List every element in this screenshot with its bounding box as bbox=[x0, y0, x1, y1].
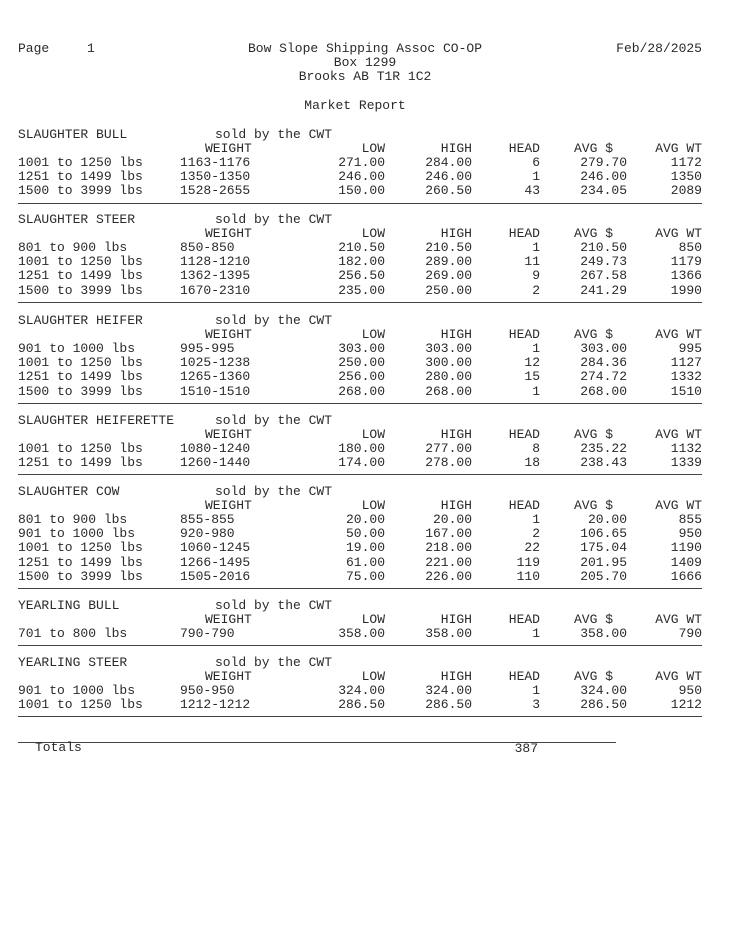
row-avg: 324.00 bbox=[580, 683, 627, 698]
row-avg: 238.43 bbox=[580, 455, 627, 471]
row-high: 286.50 bbox=[425, 697, 472, 713]
row-weight: 855-855 bbox=[180, 512, 235, 527]
section-divider bbox=[18, 588, 702, 589]
section-divider bbox=[18, 474, 702, 475]
section-title: SLAUGHTER HEIFER bbox=[18, 313, 143, 328]
col-low-header: LOW bbox=[361, 669, 385, 684]
col-head-header: HEAD bbox=[508, 669, 540, 684]
row-avg: 249.73 bbox=[580, 254, 627, 270]
row-avgwt: 1127 bbox=[670, 355, 702, 371]
row-range: 901 to 1000 lbs bbox=[18, 526, 136, 542]
row-avg: 284.36 bbox=[580, 355, 627, 371]
section-title: SLAUGHTER STEER bbox=[18, 212, 136, 227]
row-low: 19.00 bbox=[345, 540, 385, 556]
row-low: 324.00 bbox=[338, 683, 385, 698]
row-low: 303.00 bbox=[338, 341, 385, 356]
col-avg-wt-header: AVG WT bbox=[655, 669, 702, 684]
section-divider bbox=[18, 645, 702, 646]
row-high: 226.00 bbox=[425, 568, 472, 584]
row-range: 1251 to 1499 lbs bbox=[18, 554, 143, 570]
row-weight: 790-790 bbox=[180, 626, 235, 641]
row-range: 1500 to 3999 lbs bbox=[18, 383, 143, 399]
org-box: Box 1299 bbox=[333, 55, 397, 70]
totals-head: 387 bbox=[514, 741, 538, 756]
row-avg: 241.29 bbox=[580, 282, 627, 298]
row-head: 2 bbox=[532, 526, 540, 542]
row-avg: 201.95 bbox=[580, 554, 627, 570]
row-low: 268.00 bbox=[338, 383, 385, 399]
section-divider bbox=[18, 403, 702, 404]
row-weight: 1528-2655 bbox=[180, 183, 251, 199]
row-head: 12 bbox=[524, 355, 540, 371]
row-avg: 246.00 bbox=[580, 169, 627, 185]
row-range: 1001 to 1250 lbs bbox=[18, 155, 143, 170]
row-low: 20.00 bbox=[345, 512, 385, 527]
row-avg: 286.50 bbox=[580, 697, 627, 713]
row-avg: 210.50 bbox=[580, 240, 627, 255]
row-head: 1 bbox=[532, 169, 540, 185]
row-high: 278.00 bbox=[425, 455, 472, 471]
sold-by-label: sold by the CWT bbox=[215, 484, 333, 499]
row-head: 8 bbox=[532, 441, 540, 456]
col-high-header: HIGH bbox=[440, 141, 472, 156]
row-weight: 995-995 bbox=[180, 341, 235, 356]
section-title: SLAUGHTER COW bbox=[18, 484, 120, 499]
row-weight: 1266-1495 bbox=[180, 554, 251, 570]
row-range: 701 to 800 lbs bbox=[18, 626, 128, 641]
row-head: 119 bbox=[516, 554, 540, 570]
row-high: 167.00 bbox=[425, 526, 472, 542]
section-title: YEARLING STEER bbox=[18, 655, 128, 670]
section-title: SLAUGHTER BULL bbox=[18, 127, 128, 142]
row-high: 289.00 bbox=[425, 254, 472, 270]
row-avgwt: 1172 bbox=[670, 155, 702, 170]
sold-by-label: sold by the CWT bbox=[215, 413, 333, 428]
row-range: 1001 to 1250 lbs bbox=[18, 697, 143, 713]
row-high: 324.00 bbox=[425, 683, 472, 698]
row-avgwt: 950 bbox=[678, 526, 702, 542]
row-range: 1500 to 3999 lbs bbox=[18, 183, 143, 199]
row-high: 210.50 bbox=[425, 240, 472, 255]
row-weight: 1670-2310 bbox=[180, 282, 251, 298]
row-avgwt: 950 bbox=[678, 683, 702, 698]
row-avgwt: 1990 bbox=[670, 282, 702, 298]
col-low-header: LOW bbox=[361, 498, 385, 513]
row-low: 256.00 bbox=[338, 369, 385, 385]
col-low-header: LOW bbox=[361, 327, 385, 342]
row-avgwt: 2089 bbox=[670, 183, 702, 199]
row-avg: 267.58 bbox=[580, 268, 627, 284]
row-high: 268.00 bbox=[425, 383, 472, 399]
sold-by-label: sold by the CWT bbox=[215, 598, 333, 613]
row-high: 218.00 bbox=[425, 540, 472, 556]
row-low: 235.00 bbox=[338, 282, 385, 298]
row-avgwt: 1190 bbox=[670, 540, 702, 556]
col-avg-price-header: AVG $ bbox=[573, 226, 613, 241]
col-avg-price-header: AVG $ bbox=[573, 669, 613, 684]
row-low: 271.00 bbox=[338, 155, 385, 170]
row-range: 1251 to 1499 lbs bbox=[18, 455, 143, 471]
row-head: 15 bbox=[524, 369, 540, 385]
col-low-header: LOW bbox=[361, 427, 385, 442]
col-avg-wt-header: AVG WT bbox=[655, 327, 702, 342]
row-range: 801 to 900 lbs bbox=[18, 512, 128, 527]
row-avgwt: 1339 bbox=[670, 455, 702, 471]
row-low: 358.00 bbox=[338, 626, 385, 641]
row-avgwt: 1350 bbox=[670, 169, 702, 185]
row-head: 110 bbox=[516, 568, 540, 584]
row-high: 20.00 bbox=[432, 512, 472, 527]
row-weight: 1128-1210 bbox=[180, 254, 251, 270]
row-weight: 1025-1238 bbox=[180, 355, 251, 371]
col-high-header: HIGH bbox=[440, 498, 472, 513]
totals-label: Totals bbox=[35, 740, 82, 755]
row-avgwt: 1179 bbox=[670, 254, 702, 270]
page-number: 1 bbox=[87, 41, 95, 56]
row-high: 300.00 bbox=[425, 355, 472, 371]
row-weight: 1163-1176 bbox=[180, 155, 251, 170]
row-head: 18 bbox=[524, 455, 540, 471]
row-range: 901 to 1000 lbs bbox=[18, 683, 136, 698]
row-range: 1001 to 1250 lbs bbox=[18, 441, 143, 456]
row-low: 246.00 bbox=[338, 169, 385, 185]
col-avg-wt-header: AVG WT bbox=[655, 612, 702, 627]
row-weight: 950-950 bbox=[180, 683, 235, 698]
row-weight: 1350-1350 bbox=[180, 169, 251, 185]
col-head-header: HEAD bbox=[508, 612, 540, 627]
col-head-header: HEAD bbox=[508, 226, 540, 241]
row-weight: 850-850 bbox=[180, 240, 235, 255]
col-avg-wt-header: AVG WT bbox=[655, 226, 702, 241]
col-high-header: HIGH bbox=[440, 612, 472, 627]
section-divider bbox=[18, 716, 702, 717]
row-avg: 234.05 bbox=[580, 183, 627, 199]
row-range: 1251 to 1499 lbs bbox=[18, 169, 143, 185]
col-low-header: LOW bbox=[361, 226, 385, 241]
row-avg: 106.65 bbox=[580, 526, 627, 542]
col-high-header: HIGH bbox=[440, 669, 472, 684]
row-head: 11 bbox=[524, 254, 540, 270]
row-head: 3 bbox=[532, 697, 540, 713]
col-avg-price-header: AVG $ bbox=[573, 427, 613, 442]
row-avg: 268.00 bbox=[580, 383, 627, 399]
row-low: 256.50 bbox=[338, 268, 385, 284]
row-range: 1251 to 1499 lbs bbox=[18, 369, 143, 385]
sold-by-label: sold by the CWT bbox=[215, 127, 333, 142]
row-low: 250.00 bbox=[338, 355, 385, 371]
row-head: 9 bbox=[532, 268, 540, 284]
row-avg: 303.00 bbox=[580, 341, 627, 356]
row-low: 182.00 bbox=[338, 254, 385, 270]
row-avgwt: 1132 bbox=[670, 441, 702, 456]
col-weight-header: WEIGHT bbox=[205, 427, 252, 442]
row-weight: 1080-1240 bbox=[180, 441, 251, 456]
col-weight-header: WEIGHT bbox=[205, 498, 252, 513]
row-high: 260.50 bbox=[425, 183, 472, 199]
row-weight: 1510-1510 bbox=[180, 383, 251, 399]
col-high-header: HIGH bbox=[440, 226, 472, 241]
org-address: Brooks AB T1R 1C2 bbox=[298, 69, 432, 84]
row-range: 1001 to 1250 lbs bbox=[18, 540, 143, 556]
row-head: 6 bbox=[532, 155, 540, 170]
col-head-header: HEAD bbox=[508, 498, 540, 513]
row-avg: 20.00 bbox=[587, 512, 627, 527]
row-avgwt: 1366 bbox=[670, 268, 702, 284]
row-avgwt: 1332 bbox=[670, 369, 702, 385]
row-low: 174.00 bbox=[338, 455, 385, 471]
row-weight: 1060-1245 bbox=[180, 540, 251, 556]
row-head: 1 bbox=[532, 512, 540, 527]
row-weight: 1505-2016 bbox=[180, 568, 251, 584]
row-avgwt: 790 bbox=[678, 626, 702, 641]
section-divider bbox=[18, 203, 702, 204]
row-avg: 279.70 bbox=[580, 155, 627, 170]
col-head-header: HEAD bbox=[508, 327, 540, 342]
col-low-header: LOW bbox=[361, 141, 385, 156]
row-head: 1 bbox=[532, 626, 540, 641]
row-weight: 1265-1360 bbox=[180, 369, 251, 385]
row-range: 901 to 1000 lbs bbox=[18, 341, 136, 356]
row-high: 280.00 bbox=[425, 369, 472, 385]
col-high-header: HIGH bbox=[440, 327, 472, 342]
row-range: 1001 to 1250 lbs bbox=[18, 355, 143, 371]
col-head-header: HEAD bbox=[508, 427, 540, 442]
row-avg: 274.72 bbox=[580, 369, 627, 385]
row-low: 75.00 bbox=[345, 568, 385, 584]
report-title: Market Report bbox=[304, 98, 406, 113]
sold-by-label: sold by the CWT bbox=[215, 212, 333, 227]
row-weight: 920-980 bbox=[180, 526, 235, 542]
row-range: 1251 to 1499 lbs bbox=[18, 268, 143, 284]
col-head-header: HEAD bbox=[508, 141, 540, 156]
row-low: 180.00 bbox=[338, 441, 385, 456]
sold-by-label: sold by the CWT bbox=[215, 655, 333, 670]
col-weight-header: WEIGHT bbox=[205, 327, 252, 342]
row-range: 1500 to 3999 lbs bbox=[18, 282, 143, 298]
row-high: 358.00 bbox=[425, 626, 472, 641]
row-high: 250.00 bbox=[425, 282, 472, 298]
row-high: 269.00 bbox=[425, 268, 472, 284]
row-head: 1 bbox=[532, 683, 540, 698]
row-avgwt: 1409 bbox=[670, 554, 702, 570]
col-weight-header: WEIGHT bbox=[205, 141, 252, 156]
row-low: 286.50 bbox=[338, 697, 385, 713]
col-high-header: HIGH bbox=[440, 427, 472, 442]
section-title: YEARLING BULL bbox=[18, 598, 120, 613]
page-label: Page bbox=[18, 41, 50, 56]
row-high: 303.00 bbox=[425, 341, 472, 356]
col-weight-header: WEIGHT bbox=[205, 612, 252, 627]
row-head: 1 bbox=[532, 383, 540, 399]
row-low: 210.50 bbox=[338, 240, 385, 255]
col-weight-header: WEIGHT bbox=[205, 669, 252, 684]
row-avg: 205.70 bbox=[580, 568, 627, 584]
section-divider bbox=[18, 302, 702, 303]
row-low: 61.00 bbox=[345, 554, 385, 570]
col-avg-wt-header: AVG WT bbox=[655, 141, 702, 156]
row-weight: 1212-1212 bbox=[180, 697, 251, 713]
row-avg: 358.00 bbox=[580, 626, 627, 641]
sold-by-label: sold by the CWT bbox=[215, 313, 333, 328]
col-avg-wt-header: AVG WT bbox=[655, 427, 702, 442]
row-head: 1 bbox=[532, 240, 540, 255]
col-avg-wt-header: AVG WT bbox=[655, 498, 702, 513]
row-high: 284.00 bbox=[425, 155, 472, 170]
row-weight: 1260-1440 bbox=[180, 455, 251, 471]
row-range: 1500 to 3999 lbs bbox=[18, 568, 143, 584]
row-head: 1 bbox=[532, 341, 540, 356]
row-range: 801 to 900 lbs bbox=[18, 240, 128, 255]
row-avgwt: 1666 bbox=[670, 568, 702, 584]
row-avg: 235.22 bbox=[580, 441, 627, 456]
row-head: 43 bbox=[524, 183, 540, 199]
row-high: 221.00 bbox=[425, 554, 472, 570]
row-weight: 1362-1395 bbox=[180, 268, 251, 284]
report-date: Feb/28/2025 bbox=[616, 41, 702, 56]
col-weight-header: WEIGHT bbox=[205, 226, 252, 241]
row-low: 50.00 bbox=[345, 526, 385, 542]
col-avg-price-header: AVG $ bbox=[573, 498, 613, 513]
section-title: SLAUGHTER HEIFERETTE bbox=[18, 413, 175, 428]
col-avg-price-header: AVG $ bbox=[573, 141, 613, 156]
row-head: 2 bbox=[532, 282, 540, 298]
row-avgwt: 1510 bbox=[670, 383, 702, 399]
row-avgwt: 855 bbox=[678, 512, 702, 527]
row-avgwt: 850 bbox=[678, 240, 702, 255]
row-head: 22 bbox=[524, 540, 540, 556]
col-low-header: LOW bbox=[361, 612, 385, 627]
col-avg-price-header: AVG $ bbox=[573, 327, 613, 342]
row-avg: 175.04 bbox=[580, 540, 627, 556]
row-high: 277.00 bbox=[425, 441, 472, 456]
row-range: 1001 to 1250 lbs bbox=[18, 254, 143, 270]
org-name: Bow Slope Shipping Assoc CO-OP bbox=[247, 41, 483, 56]
row-avgwt: 1212 bbox=[670, 697, 702, 713]
row-low: 150.00 bbox=[338, 183, 385, 199]
row-avgwt: 995 bbox=[678, 341, 702, 356]
col-avg-price-header: AVG $ bbox=[573, 612, 613, 627]
row-high: 246.00 bbox=[425, 169, 472, 185]
